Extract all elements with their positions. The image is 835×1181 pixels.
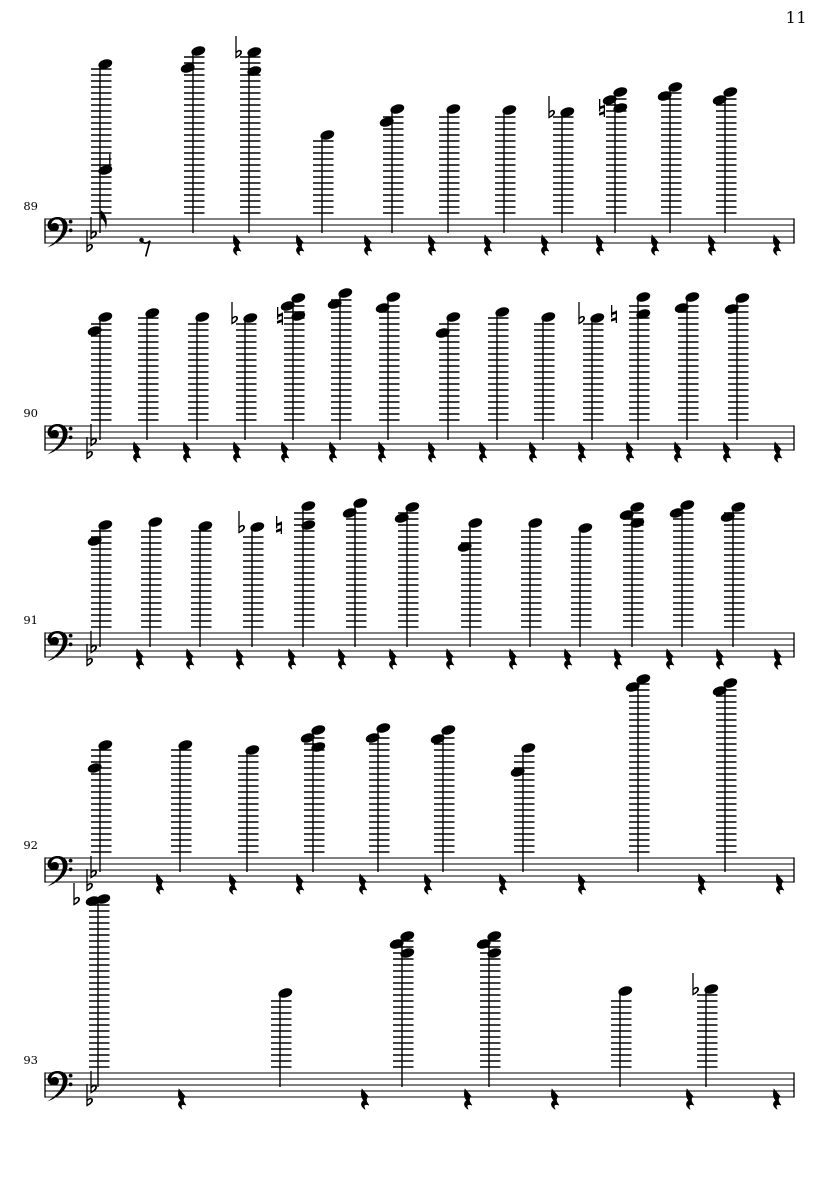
- note-column: [657, 81, 684, 233]
- quarter-rest: [708, 235, 716, 255]
- quarter-rest: [236, 649, 244, 669]
- note-column: [430, 724, 457, 872]
- quarter-rest: [529, 442, 537, 462]
- note-column: [599, 86, 628, 233]
- key-signature: [86, 424, 97, 460]
- quarter-rest: [296, 235, 304, 255]
- note-column: [720, 501, 747, 647]
- note-column: [435, 311, 462, 440]
- quarter-rest: [364, 235, 372, 255]
- note-column: [625, 673, 652, 872]
- note-column: [138, 307, 160, 440]
- key-signature: [86, 217, 97, 253]
- note-column: [534, 311, 556, 440]
- note-column: [73, 883, 111, 1087]
- note-column: [488, 306, 510, 440]
- key-signature: [86, 1071, 97, 1107]
- quarter-rest: [626, 442, 634, 462]
- quarter-rest: [156, 874, 164, 894]
- note-column: [521, 517, 543, 647]
- flat-icon: [90, 424, 97, 447]
- quarter-rest: [359, 874, 367, 894]
- key-signature: [86, 856, 97, 892]
- measure-number: 93: [23, 1053, 38, 1067]
- staff-lines: [45, 426, 794, 450]
- quarter-rest: [666, 649, 674, 669]
- note-column: [619, 501, 646, 647]
- flat-icon: [90, 631, 97, 654]
- quarter-rest: [424, 874, 432, 894]
- quarter-rest: [446, 649, 454, 669]
- quarter-rest: [428, 235, 436, 255]
- quarter-rest: [773, 235, 781, 255]
- note-column: [495, 104, 517, 233]
- quarter-rest: [651, 235, 659, 255]
- flat-icon: [73, 883, 80, 906]
- quarter-rest: [186, 649, 194, 669]
- measure-number: 89: [23, 199, 38, 213]
- quarter-rest: [281, 442, 289, 462]
- flat-icon: [90, 217, 97, 240]
- quarter-rest: [698, 874, 706, 894]
- system-measure-90: [23, 287, 794, 463]
- quarter-rest: [329, 442, 337, 462]
- page-number: 11: [785, 8, 807, 27]
- note-column: [611, 985, 633, 1087]
- system-measure-93: [23, 883, 794, 1109]
- eighth-rest: [139, 238, 150, 257]
- note-column: [571, 522, 593, 647]
- note-column: [548, 96, 575, 233]
- note-column: [712, 86, 739, 233]
- flat-icon: [90, 856, 97, 879]
- quarter-rest: [596, 235, 604, 255]
- quarter-rest: [296, 874, 304, 894]
- system-measure-92: [23, 673, 794, 895]
- quarter-rest: [428, 442, 436, 462]
- quarter-rest: [774, 649, 782, 669]
- system-measure-91: [23, 497, 794, 670]
- quarter-rest: [551, 1089, 559, 1109]
- flat-icon: [235, 36, 242, 59]
- note-column: [439, 103, 461, 233]
- quarter-rest: [564, 649, 572, 669]
- natural-icon: [277, 307, 283, 325]
- quarter-rest: [233, 235, 241, 255]
- flat-icon: [548, 96, 555, 119]
- key-signature: [86, 631, 97, 667]
- quarter-rest: [378, 442, 386, 462]
- flat-icon: [692, 973, 699, 996]
- quarter-rest: [776, 874, 784, 894]
- quarter-rest: [389, 649, 397, 669]
- note-column: [389, 930, 416, 1087]
- note-column: [674, 291, 701, 440]
- quarter-rest: [136, 649, 144, 669]
- note-column: [394, 501, 421, 647]
- note-column: [191, 520, 213, 647]
- quarter-rest: [361, 1089, 369, 1109]
- quarter-rest: [686, 1089, 694, 1109]
- note-column: [271, 987, 293, 1087]
- note-column: [578, 302, 605, 440]
- quarter-rest: [183, 442, 191, 462]
- note-column: [277, 292, 306, 440]
- note-column: [238, 511, 265, 647]
- note-column: [171, 739, 193, 872]
- note-column: [457, 517, 484, 647]
- quarter-rest: [133, 442, 141, 462]
- quarter-rest: [578, 874, 586, 894]
- quarter-rest: [229, 874, 237, 894]
- note-column: [276, 500, 316, 647]
- measure-number: 90: [23, 406, 38, 420]
- quarter-rest: [774, 442, 782, 462]
- note-column: [87, 519, 114, 647]
- quarter-rest: [484, 235, 492, 255]
- system-measure-89: [23, 36, 794, 257]
- quarter-rest: [338, 649, 346, 669]
- note-column: [87, 311, 114, 440]
- note-column: [476, 930, 503, 1087]
- quarter-rest: [233, 442, 241, 462]
- quarter-rest: [716, 649, 724, 669]
- natural-icon: [611, 305, 617, 323]
- note-column: [510, 742, 537, 872]
- quarter-rest: [541, 235, 549, 255]
- note-column: [692, 973, 719, 1087]
- measure-number: 91: [23, 613, 38, 627]
- note-column: [611, 291, 651, 440]
- quarter-rest: [479, 442, 487, 462]
- quarter-rest: [614, 649, 622, 669]
- quarter-rest: [674, 442, 682, 462]
- flat-icon: [90, 1071, 97, 1094]
- note-column: [87, 739, 114, 872]
- quarter-rest: [178, 1089, 186, 1109]
- note-column: [231, 302, 258, 440]
- note-column: [141, 516, 163, 647]
- quarter-rest: [509, 649, 517, 669]
- quarter-rest: [464, 1089, 472, 1109]
- note-column: [365, 722, 392, 872]
- note-column: [724, 292, 751, 440]
- note-column: [238, 744, 260, 872]
- quarter-rest: [499, 874, 507, 894]
- quarter-rest: [288, 649, 296, 669]
- quarter-rest: [773, 1089, 781, 1109]
- note-column: [300, 724, 327, 872]
- note-column: [375, 291, 402, 440]
- flat-icon: [578, 302, 585, 325]
- flat-icon: [238, 511, 245, 534]
- note-column: [313, 129, 335, 233]
- note-column: [180, 45, 207, 233]
- quarter-rest: [723, 442, 731, 462]
- staff-lines: [45, 219, 794, 243]
- note-column: [91, 58, 113, 233]
- note-column: [327, 287, 354, 440]
- note-column: [669, 499, 696, 647]
- note-column: [188, 311, 210, 440]
- measure-number: 92: [23, 838, 38, 852]
- quarter-rest: [578, 442, 586, 462]
- note-column: [342, 497, 369, 647]
- natural-icon: [276, 516, 282, 534]
- flat-icon: [231, 302, 238, 325]
- staff-lines: [45, 1073, 794, 1097]
- note-column: [379, 103, 406, 233]
- note-column: [712, 677, 739, 872]
- note-column: [235, 36, 262, 233]
